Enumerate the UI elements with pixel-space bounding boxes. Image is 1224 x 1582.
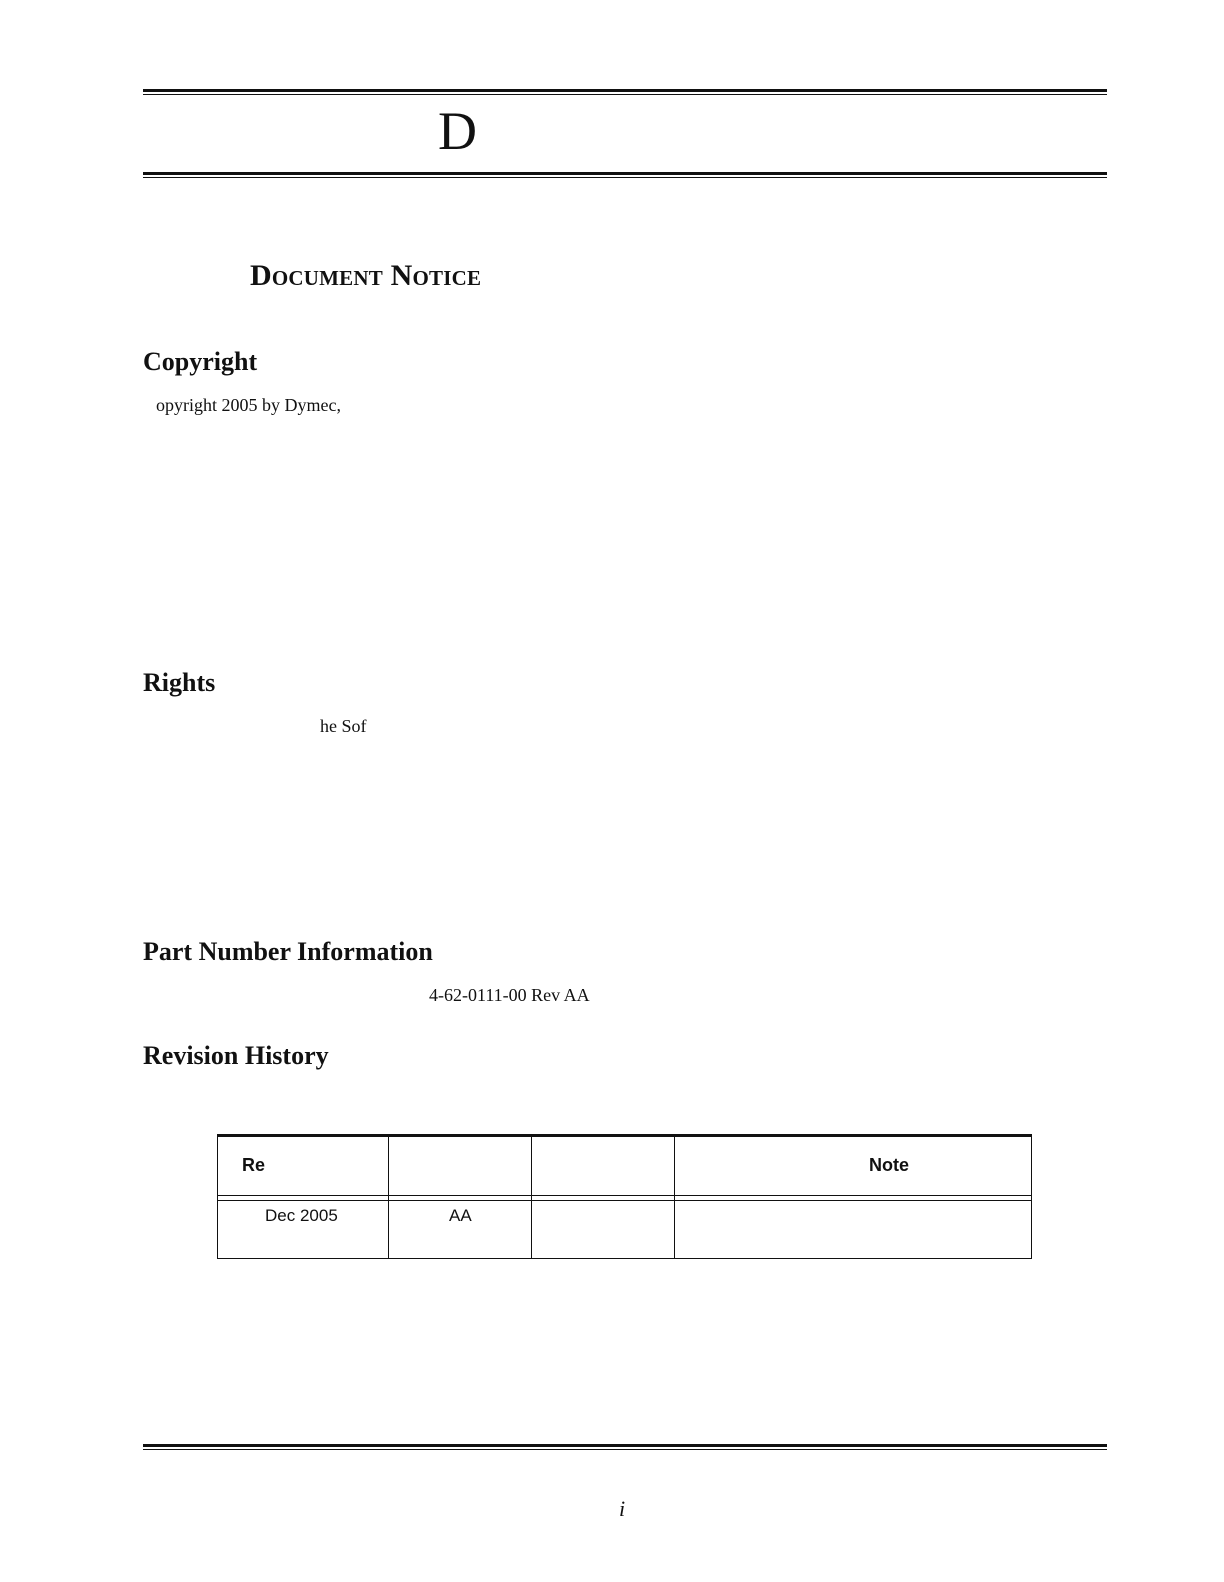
table-column-line (1031, 1134, 1032, 1259)
table-header-cell: Note (869, 1155, 909, 1175)
table-column-line (388, 1134, 389, 1259)
copyright-text: opyright 2005 by Dymec, (156, 395, 341, 415)
table-column-line (674, 1134, 675, 1259)
header-rule-bottom (143, 172, 1107, 178)
table-bottom-border (217, 1258, 1032, 1259)
table-header-divider (217, 1195, 1032, 1196)
rights-heading: Rights (143, 668, 216, 697)
revision-history-heading: Revision History (143, 1041, 329, 1070)
part-number-heading: Part Number Information (143, 937, 433, 966)
header-rule-top (143, 89, 1107, 95)
part-number-text: 4-62-0111-00 Rev AA (429, 985, 590, 1005)
table-cell-date: Dec 2005 (265, 1206, 338, 1225)
table-cell-revision: AA (449, 1206, 472, 1225)
rights-text: he Sof (320, 716, 367, 736)
page-number: i (619, 1496, 626, 1521)
table-header-divider (217, 1200, 1032, 1201)
table-column-line (217, 1134, 218, 1259)
chapter-letter: D (438, 101, 477, 161)
table-header-cell: Re (242, 1155, 266, 1175)
table-top-border (217, 1134, 1032, 1137)
footer-rule (143, 1444, 1107, 1450)
revision-table (217, 1134, 1032, 1259)
page-title: Document Notice (250, 259, 482, 292)
table-column-line (531, 1134, 532, 1259)
copyright-heading: Copyright (143, 347, 258, 376)
